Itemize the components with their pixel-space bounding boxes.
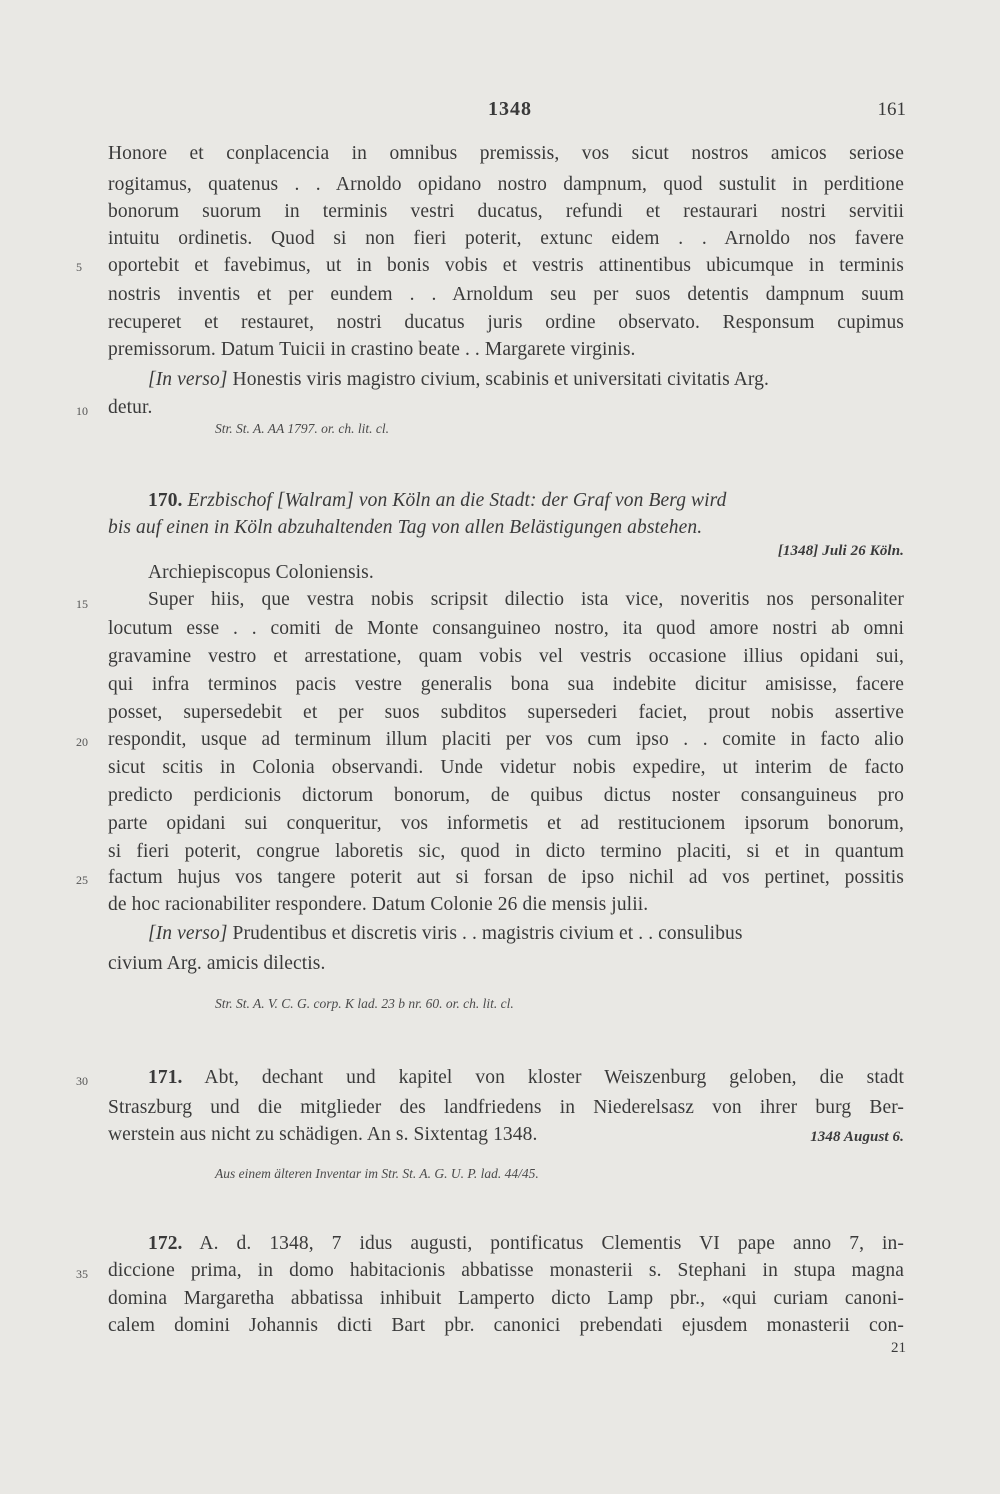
- signature-mark: 21: [891, 1340, 906, 1356]
- line-number: 5: [76, 260, 82, 274]
- line-number: 10: [76, 404, 88, 418]
- line-number: 35: [76, 1267, 88, 1281]
- text-line: intuitu ordinetis. Quod si non fieri poterit, extunc eidem . . Arnoldo nos favere: [108, 228, 904, 249]
- line-number: 25: [76, 873, 88, 887]
- regest-title-line: Erzbischof [Walram] von Köln an die Stadt: der Graf von Berg wird: [187, 490, 727, 511]
- source-note: Str. St. A. AA 1797. or. ch. lit. cl.: [215, 421, 390, 436]
- text-line: domina Margaretha abbatissa inhibuit Lamperto dicto Lamp pbr., «qui curiam canoni-: [108, 1288, 904, 1309]
- text-line: bonorum suorum in terminis vestri ducatus, refundi et restaurari nostri servitii: [108, 201, 904, 222]
- text-line: factum hujus vos tangere poterit aut si forsan de ipso nichil ad vos pertinet, possitis: [108, 867, 904, 888]
- doc-number: 171.: [148, 1067, 183, 1088]
- doc-date: [1348] Juli 26 Köln.: [777, 543, 904, 559]
- text-line: recuperet et restauret, nostri ducatus juris ordine observato. Responsum cupimus: [108, 312, 904, 333]
- text-line: calem domini Johannis dicti Bart pbr. canonici prebendati ejusdem monasterii con-: [108, 1315, 904, 1336]
- sender: Archiepiscopus Coloniensis.: [148, 562, 374, 583]
- verso-text: Honestis viris magistro civium, scabinis et universitati civitatis Arg.: [232, 369, 769, 390]
- text-line: Super hiis, que vestra nobis scripsit dilectio ista vice, noveritis nos personaliter: [148, 589, 904, 610]
- text-line: predicto perdicionis dictorum bonorum, de quibus dictus noster consanguineus pro: [108, 785, 904, 806]
- text-line: de hoc racionabiliter respondere. Datum Colonie 26 die mensis julii.: [108, 894, 649, 915]
- regest-title-line: bis auf einen in Köln abzuhaltenden Tag von allen Belästigungen abstehen.: [108, 517, 703, 538]
- text-line: respondit, usque ad terminum illum placiti per vos cum ipso . . comite in facto alio: [108, 729, 904, 750]
- text-line: posset, supersedebit et per suos subditos supersederi faciet, prout nobis assertive: [108, 702, 904, 723]
- text-line: gravamine vestro et arrestatione, quam vobis vel vestris occasione illius opidani sui,: [108, 646, 904, 667]
- text-line: locutum esse . . comiti de Monte consanguineo nostro, ita quod amore nostri ab omni: [108, 618, 904, 639]
- text-line: werstein aus nicht zu schädigen. An s. Sixtentag 1348.: [108, 1124, 538, 1145]
- text-line: 171. Abt, dechant und kapitel von kloster Weiszenburg geloben, die stadt: [148, 1067, 904, 1088]
- text-line: rogitamus, quatenus . . Arnoldo opidano nostro dampnum, quod sustulit in perditione: [108, 174, 904, 195]
- text-line: civium Arg. amicis dilectis.: [108, 953, 326, 974]
- running-head-year: 1348: [488, 98, 532, 120]
- text-line: sicut scitis in Colonia observandi. Unde videtur nobis expedire, ut interim de facto: [108, 757, 904, 778]
- line-number: 30: [76, 1074, 88, 1088]
- doc-number: 170.: [148, 490, 183, 511]
- text-line: oportebit et favebimus, ut in bonis vobis et vestris attinentibus ubicumque in terminis: [108, 255, 904, 276]
- text-line: premissorum. Datum Tuicii in crastino beate . . Margarete virginis.: [108, 339, 636, 360]
- text-line: qui infra terminos pacis vestre generalis bona sua indebite dicitur amisisse, facere: [108, 674, 904, 695]
- doc-date: 1348 August 6.: [810, 1129, 904, 1145]
- text-line: diccione prima, in domo habitacionis abbatisse monasterii s. Stephani in stupa magna: [108, 1260, 904, 1281]
- line-number: 20: [76, 735, 88, 749]
- doc-number: 172.: [148, 1233, 183, 1254]
- text-line: 172. A. d. 1348, 7 idus augusti, pontificatus Clementis VI pape anno 7, in-: [148, 1233, 904, 1254]
- text-line: detur.: [108, 397, 153, 418]
- in-verso-label: [In verso]: [148, 923, 228, 944]
- text-line: Straszburg und die mitglieder des landfriedens in Niederelsasz von ihrer burg Ber-: [108, 1097, 904, 1118]
- text-line: parte opidani sui conqueritur, vos informetis et ad restitucionem ipsorum bonorum,: [108, 813, 904, 834]
- line-number: 15: [76, 597, 88, 611]
- in-verso-label: [In verso]: [148, 369, 228, 390]
- verso-line: [148, 368, 904, 392]
- text-line: si fieri poterit, congrue laboretis sic, quod in dicto termino placiti, si et in quantum: [108, 841, 904, 862]
- text-line: Honore et conplacencia in omnibus premissis, vos sicut nostros amicos seriose: [108, 143, 904, 164]
- text-line: nostris inventis et per eundem . . Arnoldum seu per suos detentis dampnum suum: [108, 284, 904, 305]
- verso-text: Prudentibus et discretis viris . . magistris civium et . . consulibus: [232, 923, 743, 944]
- source-note: Aus einem älteren Inventar im Str. St. A. G. U. P. lad. 44/45.: [215, 1166, 539, 1181]
- source-note: Str. St. A. V. C. G. corp. K lad. 23 b nr. 60. or. ch. lit. cl.: [215, 996, 514, 1011]
- regest-title: [108, 489, 904, 513]
- verso-line: [148, 922, 904, 946]
- page-number: 161: [877, 99, 906, 120]
